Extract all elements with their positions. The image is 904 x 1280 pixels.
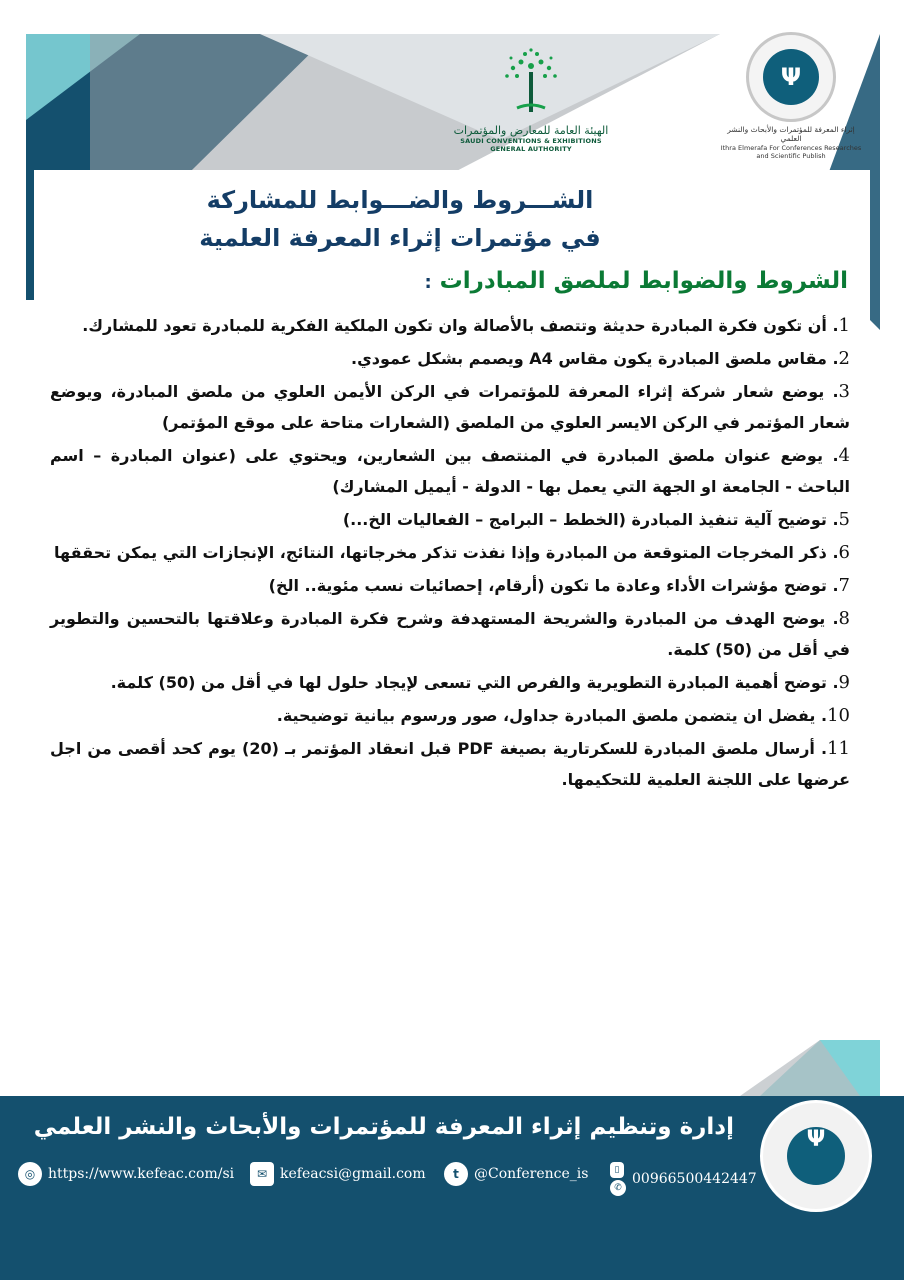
kefeac-logo-caption-ar: إثراء المعرفة للمؤتمرات والأبحاث والنشر العلمي (727, 125, 855, 144)
conditions-list (50, 310, 850, 797)
item-number: 8 (838, 608, 850, 629)
section-subtitle-colon: : (424, 272, 432, 293)
website-icon: ◎ (18, 1162, 42, 1186)
kefeac-logo-caption-en: Ithra Elmerafa For Conferences Researches and Scientific Publish (720, 143, 862, 160)
twitter-link[interactable]: @Conference_is (474, 1166, 589, 1182)
item-number: 9 (838, 672, 850, 693)
list-item (50, 343, 850, 374)
authority-logo (446, 46, 616, 153)
item-text: . توضح أهمية المبادرة التطويرية والفرص التي تسعى لإيجاد حلول لها في أقل من (50) كلمة. (110, 673, 839, 692)
item-text: . أرسال ملصق المبادرة للسكرتارية بصيغة PDF قبل انعقاد المؤتمر بـ (20) يوم كحد أقصى من اجل عرضها على اللجنة العلمية للتحكيمها. (50, 739, 850, 789)
item-text: . توضح مؤشرات الأداء وعادة ما تكون (أرقام، إحصائيات نسب مئوية.. الخ) (268, 576, 839, 595)
item-number: 4 (838, 445, 850, 466)
email-icon: ✉ (250, 1162, 274, 1186)
authority-logo-caption-en: SAUDI CONVENTIONS & EXHIBITIONS GENERAL AUTHORITY (460, 137, 602, 153)
list-item (50, 667, 850, 698)
phone-icon: ▯ (610, 1162, 624, 1178)
list-item (50, 376, 850, 438)
palm-logo-icon (499, 46, 563, 116)
list-item (50, 504, 850, 535)
contact-twitter[interactable] (444, 1162, 588, 1186)
email-link[interactable]: kefeacsi@gmail.com (280, 1166, 426, 1182)
contact-email[interactable] (250, 1162, 426, 1186)
website-link[interactable]: https://www.kefeac.com/si (48, 1166, 235, 1182)
phone-icons (610, 1162, 626, 1196)
page-title-line2: في مؤتمرات إثراء المعرفة العلمية (199, 224, 601, 252)
footer-logo (760, 1100, 872, 1212)
phone-number[interactable]: 00966500442447 (632, 1171, 757, 1187)
list-item (50, 733, 850, 795)
list-item (50, 310, 850, 341)
item-text: . يفضل ان يتضمن ملصق المبادرة جداول، صور ورسوم بيانية توضيحية. (276, 706, 828, 725)
item-number: 1 (838, 315, 850, 336)
item-number: 6 (838, 542, 850, 563)
item-number: 3 (838, 381, 850, 402)
item-text: . توضيح آلية تنفيذ المبادرة (الخطط – البرامج – الفعاليات الخ...) (342, 510, 839, 529)
list-item (50, 537, 850, 568)
item-text: . يوضح الهدف من المبادرة والشريحة المستهدفة وشرح فكرة المبادرة وعلاقتها بالتحسين والتطوير في أقل من (50) كلمة. (50, 609, 850, 659)
list-item (50, 603, 850, 665)
list-item (50, 700, 850, 731)
whatsapp-icon: ✆ (610, 1180, 626, 1196)
item-text: . يوضع شعار شركة إثراء المعرفة للمؤتمرات في الركن الأيمن العلوي من ملصق المبادرة، ويوضع شعار المؤتمر في الركن الايسر العلوي من الملصق (الشعارات متاحة على موقع المؤتمر) (50, 382, 850, 432)
item-number: 10 (827, 705, 850, 726)
footer-title: إدارة وتنظيم إثراء المعرفة للمؤتمرات والأبحاث والنشر العلمي (33, 1114, 734, 1140)
list-item (50, 570, 850, 601)
section-subtitle (424, 268, 848, 294)
contact-website[interactable] (18, 1162, 234, 1186)
authority-logo-caption-ar: الهيئة العامة للمعارض والمؤتمرات (453, 124, 609, 137)
kefeac-logo-icon: Ψ (746, 32, 836, 122)
contact-bar (18, 1160, 758, 1196)
kefeac-footer-logo-icon: Ψ (787, 1127, 845, 1185)
twitter-icon: t (444, 1162, 468, 1186)
item-number: 11 (827, 738, 851, 759)
contact-phone[interactable] (610, 1162, 757, 1196)
list-item (50, 440, 850, 502)
item-number: 5 (838, 509, 850, 530)
page-title-line1: الشـــروط والضـــوابط للمشاركة (206, 186, 594, 214)
item-number: 2 (838, 348, 850, 369)
item-text: . أن تكون فكرة المبادرة حديثة وتتصف بالأصالة وان تكون الملكية الفكرية للمبادرة تعود للمشارك. (82, 316, 839, 335)
section-subtitle-text: الشروط والضوابط لملصق المبادرات (439, 268, 848, 294)
item-text: . مقاس ملصق المبادرة يكون مقاس A4 ويصمم بشكل عمودي. (351, 349, 839, 368)
item-text: . يوضع عنوان ملصق المبادرة في المنتصف بين الشعارين، ويحتوي على (عنوان المبادرة – اسم الباحث - الجامعة او الجهة التي يعمل بها - الدولة - أيميل المشارك) (50, 446, 850, 496)
kefeac-logo (716, 32, 866, 160)
item-number: 7 (838, 575, 850, 596)
item-text: . ذكر المخرجات المتوقعة من المبادرة وإذا نفذت تذكر مخرجاتها، النتائج، الإنجازات التي يمكن تحققها (54, 543, 839, 562)
